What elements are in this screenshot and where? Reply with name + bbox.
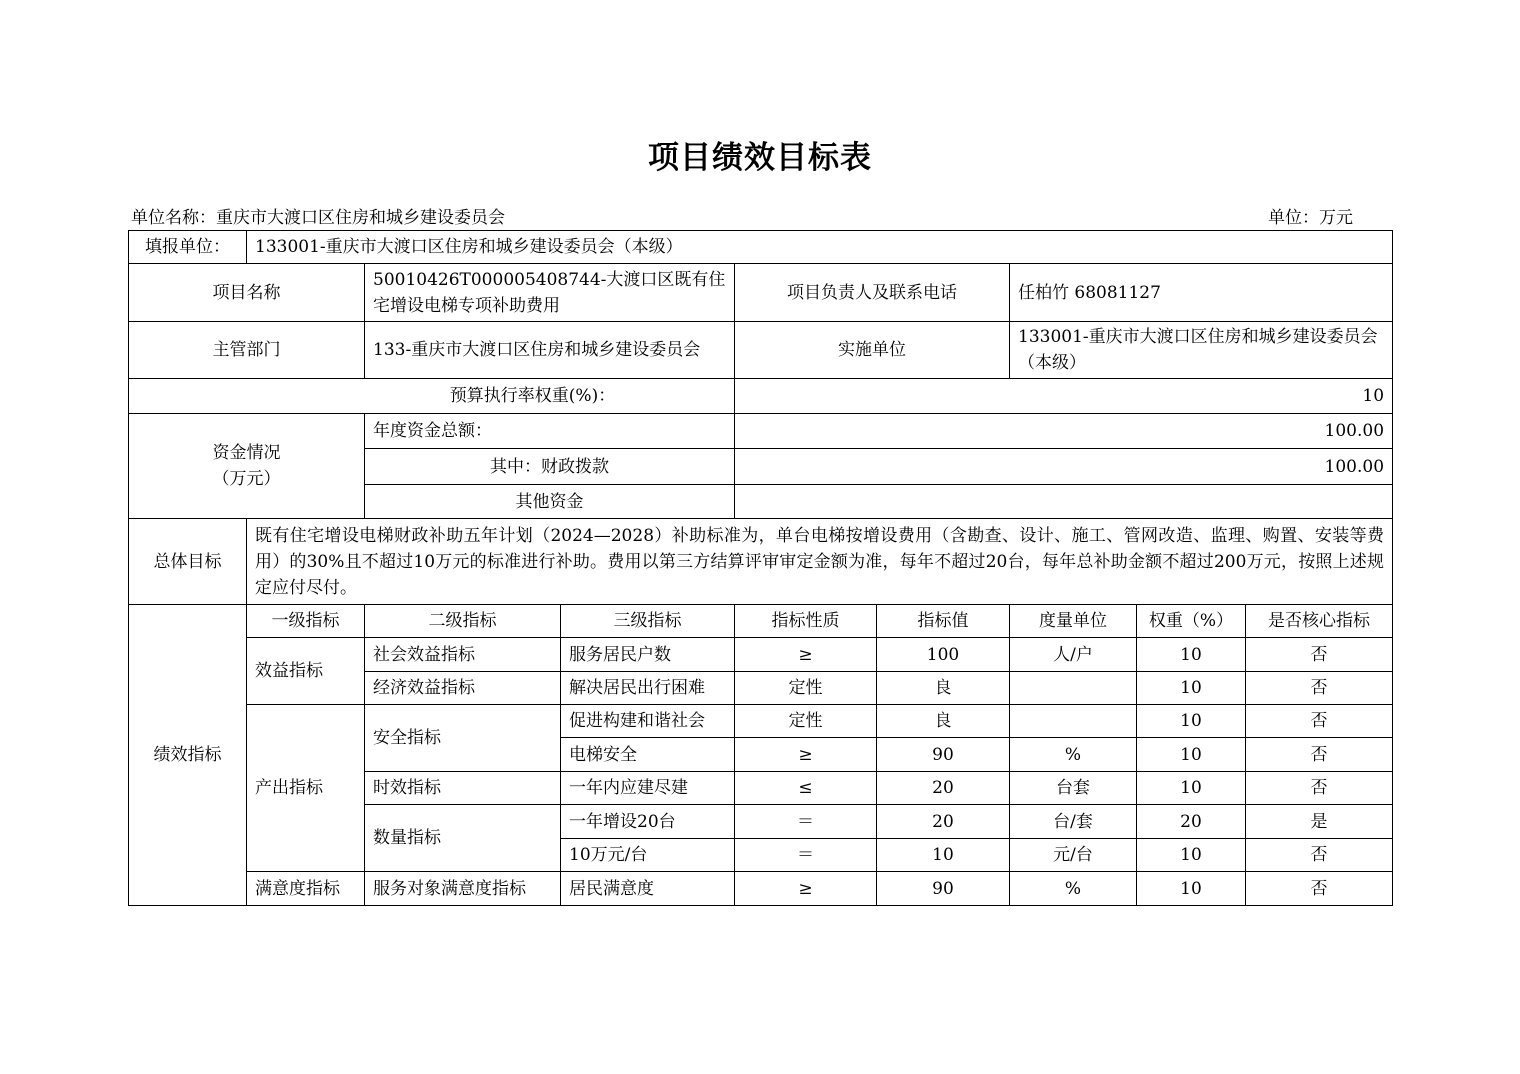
header-unit: 度量单位: [1010, 605, 1137, 638]
unit-cell: %: [1010, 872, 1137, 906]
perf-label: 绩效指标: [129, 605, 247, 906]
nature-cell: 定性: [735, 672, 877, 705]
nature-cell: 定性: [735, 705, 877, 738]
header-core: 是否核心指标: [1246, 605, 1393, 638]
value-cell: 20: [877, 772, 1010, 805]
owner-label: 项目负责人及联系电话: [735, 264, 1010, 322]
table-row: [129, 872, 1393, 906]
nature-cell: ≤: [735, 772, 877, 805]
project-name: 50010426T000005408744-大渡口区既有住宅增设电梯专项补助费用: [365, 264, 735, 322]
core-cell: 否: [1246, 872, 1393, 906]
header-nature: 指标性质: [735, 605, 877, 638]
fill-unit-label: 填报单位：: [129, 231, 247, 264]
group-benefit: 效益指标: [247, 638, 365, 705]
group-output: 产出指标: [247, 705, 365, 872]
unit-cell: 元/台: [1010, 839, 1137, 872]
value-cell: 90: [877, 738, 1010, 772]
table-row: [129, 705, 1393, 738]
group-safety: 安全指标: [365, 705, 561, 772]
group-satisfaction: 满意度指标: [247, 872, 365, 906]
group-social: 社会效益指标: [365, 638, 561, 672]
header-value: 指标值: [877, 605, 1010, 638]
owner: 任柏竹 68081127: [1010, 264, 1393, 322]
group-service: 服务对象满意度指标: [365, 872, 561, 906]
weight-cell: 10: [1137, 738, 1246, 772]
group-quantity: 数量指标: [365, 805, 561, 872]
l3-cell: 10万元/台: [561, 839, 735, 872]
performance-table: [128, 230, 1393, 906]
funds-label-text: 资金情况（万元）: [212, 443, 281, 489]
goal: 既有住宅增设电梯财政补助五年计划（2024—2028）补助标准为，单台电梯按增设费用（含勘查、设计、施工、管网改造、监理、购置、安装等费用）的30%且不超过10万元的标准进行补助。费用以第三方结算评审审定金额为准，每年不超过20台，每年总补助金额不超过200万元，按照上述规定应付尽付。: [247, 519, 1393, 605]
value-cell: 90: [877, 872, 1010, 906]
unit-cell: 台套: [1010, 772, 1137, 805]
core-cell: 否: [1246, 638, 1393, 672]
annual-total: 100.00: [735, 414, 1393, 449]
nature-cell: ＝: [735, 805, 877, 839]
unit-cell: %: [1010, 738, 1137, 772]
weight-cell: 10: [1137, 839, 1246, 872]
fiscal-label: 其中：财政拨款: [365, 449, 735, 485]
page-title: 项目绩效目标表: [648, 140, 872, 176]
annual-total-label: 年度资金总额：: [365, 414, 735, 449]
header-weight: 权重（%）: [1137, 605, 1246, 638]
core-cell: 否: [1246, 705, 1393, 738]
value-cell: 20: [877, 805, 1010, 839]
l3-cell: 居民满意度: [561, 872, 735, 906]
nature-cell: ≥: [735, 872, 877, 906]
value-cell: 10: [877, 839, 1010, 872]
l3-cell: 一年内应建尽建: [561, 772, 735, 805]
weight-cell: 20: [1137, 805, 1246, 839]
weight-cell: 10: [1137, 672, 1246, 705]
nature-cell: ≥: [735, 738, 877, 772]
unit-cell: [1010, 672, 1137, 705]
value-cell: 良: [877, 672, 1010, 705]
unit-name-label: 单位名称：: [131, 208, 216, 228]
unit-cell: 人/户: [1010, 638, 1137, 672]
unit-cell: [1010, 705, 1137, 738]
project-name-label: 项目名称: [129, 264, 365, 322]
header-l1: 一级指标: [247, 605, 365, 638]
unit-cell: 台/套: [1010, 805, 1137, 839]
table-row: [129, 638, 1393, 672]
nature-cell: ≥: [735, 638, 877, 672]
core-cell: 否: [1246, 839, 1393, 872]
core-cell: 否: [1246, 672, 1393, 705]
goal-label: 总体目标: [129, 519, 247, 605]
weight-cell: 10: [1137, 638, 1246, 672]
l3-cell: 服务居民户数: [561, 638, 735, 672]
core-cell: 否: [1246, 772, 1393, 805]
fiscal: 100.00: [735, 449, 1393, 485]
l3-cell: 一年增设20台: [561, 805, 735, 839]
unit-name: 重庆市大渡口区住房和城乡建设委员会: [216, 208, 505, 228]
core-cell: 否: [1246, 738, 1393, 772]
dept-label: 主管部门: [129, 322, 365, 379]
impl: 133001-重庆市大渡口区住房和城乡建设委员会（本级）: [1010, 322, 1393, 379]
header-l2: 二级指标: [365, 605, 561, 638]
l3-cell: 解决居民出行困难: [561, 672, 735, 705]
impl-label: 实施单位: [735, 322, 1010, 379]
other: [735, 485, 1393, 519]
weight-cell: 10: [1137, 772, 1246, 805]
currency-unit: 单位：万元: [1268, 208, 1353, 228]
group-timeliness: 时效指标: [365, 772, 561, 805]
funds-label: [129, 414, 365, 519]
l3-cell: 电梯安全: [561, 738, 735, 772]
group-economic: 经济效益指标: [365, 672, 561, 705]
core-cell: 是: [1246, 805, 1393, 839]
l3-cell: 促进构建和谐社会: [561, 705, 735, 738]
value-cell: 100: [877, 638, 1010, 672]
unit-name-line: [131, 203, 505, 228]
nature-cell: ＝: [735, 839, 877, 872]
other-label: 其他资金: [365, 485, 735, 519]
header-l3: 三级指标: [561, 605, 735, 638]
weight-cell: 10: [1137, 872, 1246, 906]
weight-cell: 10: [1137, 705, 1246, 738]
fill-unit: 133001-重庆市大渡口区住房和城乡建设委员会（本级）: [247, 231, 1393, 264]
dept: 133-重庆市大渡口区住房和城乡建设委员会: [365, 322, 735, 379]
budget-rate: 10: [735, 379, 1393, 414]
budget-rate-label: 预算执行率权重(%)：: [129, 379, 735, 414]
value-cell: 良: [877, 705, 1010, 738]
